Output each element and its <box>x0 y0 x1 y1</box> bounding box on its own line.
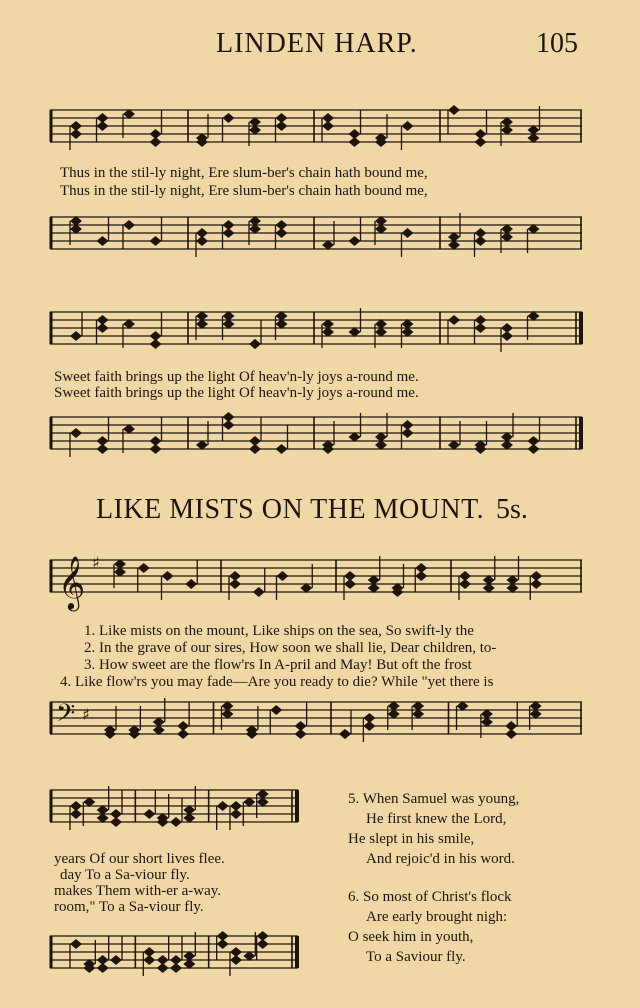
staff-notation-4 <box>44 400 588 466</box>
note-head <box>150 236 162 246</box>
verse-continuation: day To a Sa-viour fly. <box>60 867 190 883</box>
note-head <box>257 939 269 949</box>
note-head <box>270 705 282 715</box>
note-head <box>217 801 229 811</box>
note-head <box>150 137 162 147</box>
note-head <box>97 121 109 131</box>
note-head <box>415 571 427 581</box>
note-head <box>448 105 460 115</box>
note-head <box>70 809 82 819</box>
note-head <box>70 331 82 341</box>
extra-verse-line: To a Saviour fly. <box>366 949 466 965</box>
note-head <box>143 955 155 965</box>
treble-clef-icon: 𝄞 <box>58 555 86 609</box>
staff-notation-7 <box>44 766 304 846</box>
lyric-line: Thus in the stil-ly night, Ere slum-ber's chain hath bound me, <box>60 165 428 181</box>
note-head <box>143 809 155 819</box>
music-staff <box>44 200 588 266</box>
note-head <box>110 817 122 827</box>
note-head <box>196 236 208 246</box>
note-head <box>349 236 361 246</box>
music-staff <box>44 536 588 616</box>
staff-notation-2 <box>44 200 588 266</box>
running-title: LINDEN HARP. <box>216 28 418 59</box>
note-head <box>363 721 375 731</box>
hymn-meter: 5s. <box>496 494 528 525</box>
note-head <box>276 228 288 238</box>
note-head <box>530 579 542 589</box>
sharp-icon: ♯ <box>92 553 100 572</box>
note-head <box>475 137 487 147</box>
note-head <box>177 729 189 739</box>
note-head <box>170 963 182 973</box>
lyric-line: Sweet faith brings up the light Of heav'n-ly joys a-round me. <box>54 369 419 385</box>
note-head <box>277 571 289 581</box>
music-staff <box>44 400 588 466</box>
note-head <box>528 444 540 454</box>
note-head <box>344 579 356 589</box>
extra-verse-line: O seek him in youth, <box>348 929 474 945</box>
music-staff <box>44 288 588 368</box>
extra-verse-line: He slept in his smile, <box>348 831 475 847</box>
note-head <box>230 955 242 965</box>
music-staff <box>44 766 304 846</box>
sharp-icon: ♯ <box>82 705 90 724</box>
note-head <box>97 444 109 454</box>
music-staff <box>44 690 588 746</box>
note-head <box>138 563 150 573</box>
note-head <box>223 113 235 123</box>
note-head <box>322 121 334 131</box>
verse-line: 3. How sweet are the flow'rs In A-pril and May! But oft the frost <box>84 657 472 673</box>
note-head <box>295 729 307 739</box>
note-head <box>349 137 361 147</box>
note-head <box>123 220 135 230</box>
note-head <box>170 817 182 827</box>
music-staff <box>44 80 588 172</box>
extra-verse-line: And rejoic'd in his word. <box>366 851 515 867</box>
note-head <box>110 955 122 965</box>
note-head <box>448 315 460 325</box>
note-head <box>475 323 487 333</box>
lyric-line: Sweet faith brings up the light Of heav'n-ly joys a-round me. <box>54 385 419 401</box>
note-head <box>253 587 265 597</box>
verse-line: 2. In the grave of our sires, How soon we shall lie, Dear children, to- <box>84 640 497 656</box>
note-head <box>97 323 109 333</box>
verse-continuation: room," To a Sa-viour fly. <box>54 899 204 915</box>
extra-verse-line: He first knew the Lord, <box>366 811 507 827</box>
note-head <box>185 579 197 589</box>
note-head <box>402 428 414 438</box>
staff-notation-8 <box>44 922 304 982</box>
extra-verse-line: 6. So most of Christ's flock <box>348 889 512 905</box>
note-head <box>223 420 235 430</box>
note-head <box>150 339 162 349</box>
verse-line: 4. Like flow'rs you may fade—Are you ready to die? While "yet there is <box>60 674 494 690</box>
note-head <box>505 729 517 739</box>
note-head <box>70 428 82 438</box>
verse-line: 1. Like mists on the mount, Like ships on the sea, So swift-ly the <box>84 623 474 639</box>
note-head <box>217 939 229 949</box>
page-number: 105 <box>536 28 578 59</box>
note-head <box>97 236 109 246</box>
extra-verse-line: Are early brought nigh: <box>366 909 508 925</box>
note-head <box>70 939 82 949</box>
staff-notation-6 <box>44 690 588 746</box>
note-head <box>162 571 174 581</box>
note-head <box>150 444 162 454</box>
music-staff <box>44 922 304 982</box>
note-head <box>501 331 513 341</box>
note-head <box>475 236 487 246</box>
note-head <box>459 579 471 589</box>
note-head <box>339 729 351 739</box>
note-head <box>230 809 242 819</box>
extra-verse-line: 5. When Samuel was young, <box>348 791 520 807</box>
staff-notation-1 <box>44 80 588 172</box>
note-head <box>229 579 241 589</box>
note-head <box>157 963 169 973</box>
note-head <box>70 129 82 139</box>
staff-notation-3 <box>44 288 588 368</box>
bass-clef-icon: 𝄢 <box>56 699 76 734</box>
note-head <box>223 228 235 238</box>
note-head <box>249 339 261 349</box>
hymn-title: LIKE MISTS ON THE MOUNT. <box>96 494 485 525</box>
staff-notation-5 <box>44 536 588 616</box>
note-head <box>276 121 288 131</box>
note-head <box>402 121 414 131</box>
verse-continuation: makes Them with-er a-way. <box>54 883 222 899</box>
note-head <box>276 444 288 454</box>
verse-continuation: years Of our short lives flee. <box>54 851 225 867</box>
note-head <box>402 228 414 238</box>
lyric-line: Thus in the stil-ly night, Ere slum-ber's chain hath bound me, <box>60 183 428 199</box>
note-head <box>97 963 109 973</box>
note-head <box>249 444 261 454</box>
